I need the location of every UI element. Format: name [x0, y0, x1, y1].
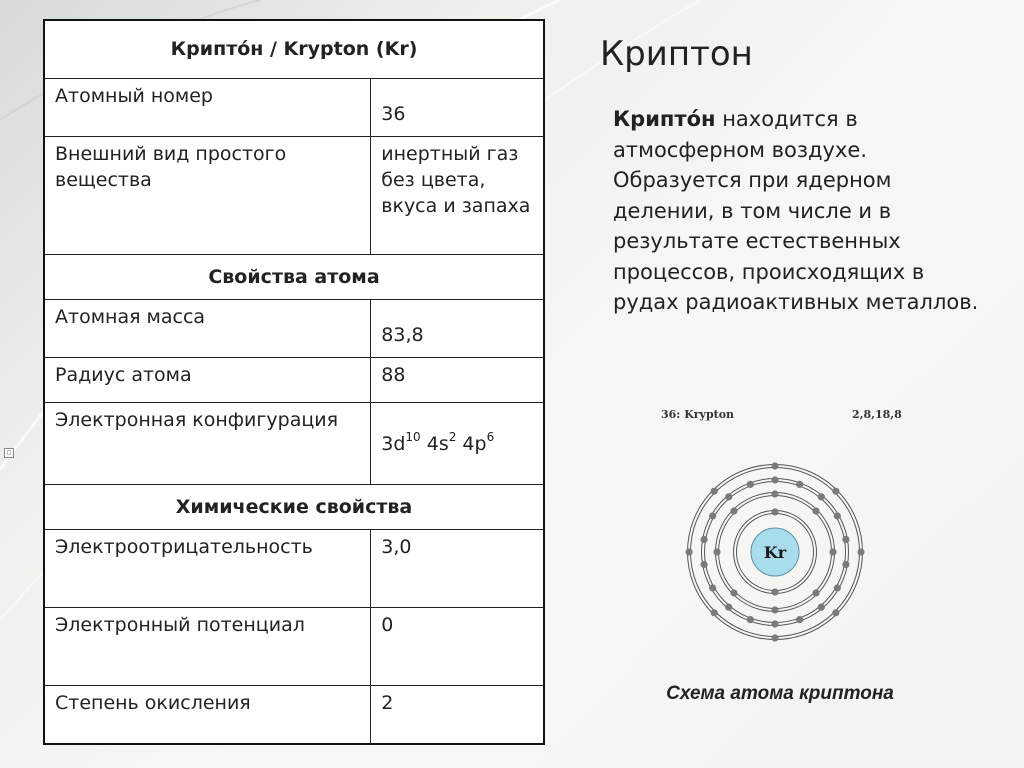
table-header: Крипто́н / Krypton (Kr) [44, 20, 544, 78]
config-sup: 10 [405, 429, 421, 444]
electron [711, 488, 718, 495]
electron [832, 609, 839, 616]
slide-description [613, 104, 993, 318]
electron [730, 589, 737, 596]
electron [709, 512, 716, 519]
electron [796, 616, 803, 623]
row-label-electronegativity: Электроотрицательность [44, 530, 371, 608]
atom-shell-diagram [655, 402, 905, 652]
config-sup: 2 [448, 429, 457, 444]
electron [818, 493, 825, 500]
row-label-electron-potential: Электронный потенциал [44, 608, 371, 686]
electron [832, 488, 839, 495]
description-text: находится в атмосферном воздухе. Образуется при ядерном делении, в том числе и в результате естественных процессов, происходящих в рудах радиоактивных металлов. [613, 107, 979, 314]
electron [796, 481, 803, 488]
row-value-electronegativity: 3,0 [371, 530, 544, 608]
config-sup: 6 [486, 429, 495, 444]
row-value-electron-config [371, 402, 544, 484]
electron [725, 604, 732, 611]
description-bold: Крипто́н [613, 107, 716, 131]
electron [713, 548, 720, 555]
row-label-electron-config: Электронная конфигурация [44, 402, 371, 484]
electron [834, 584, 841, 591]
atom-diagram-caption: Схема атома криптона [666, 683, 894, 704]
config-part: 4p [456, 432, 487, 455]
electron [812, 507, 819, 514]
slide-marker-icon: ◻ [4, 448, 14, 458]
electron [700, 536, 707, 543]
electron [771, 476, 778, 483]
row-value-appearance: инертный газ без цвета, вкуса и запаха [371, 136, 544, 254]
electron [834, 512, 841, 519]
row-label-appearance: Внешний вид простого вещества [44, 136, 371, 254]
row-value-atomic-number: 36 [371, 78, 544, 136]
krypton-properties-table [43, 19, 545, 745]
electron [857, 548, 864, 555]
electron [711, 609, 718, 616]
row-label-atomic-mass: Атомная масса [44, 299, 371, 357]
config-part: 3d [381, 432, 406, 455]
row-value-atomic-mass: 83,8 [371, 299, 544, 357]
row-value-oxidation-state: 2 [371, 686, 544, 744]
electron [771, 634, 778, 641]
row-label-atomic-number: Атомный номер [44, 78, 371, 136]
row-label-oxidation-state: Степень окисления [44, 686, 371, 744]
electron [771, 462, 778, 469]
electron [747, 481, 754, 488]
section-header-atom: Свойства атома [44, 254, 544, 299]
atom-diagram-element-label: 36: Krypton [661, 408, 735, 421]
electron [771, 606, 778, 613]
electron [771, 508, 778, 515]
electron [842, 561, 849, 568]
electron [818, 604, 825, 611]
slide-title: Криптон [600, 34, 753, 74]
electron [829, 548, 836, 555]
electron [700, 561, 707, 568]
electron [771, 490, 778, 497]
atom-diagram-shell-config: 2,8,18,8 [852, 408, 902, 421]
row-value-atomic-radius: 88 [371, 357, 544, 402]
row-label-atomic-radius: Радиус атома [44, 357, 371, 402]
electron [771, 588, 778, 595]
electron [730, 507, 737, 514]
electron [842, 536, 849, 543]
electron [812, 589, 819, 596]
electron [747, 616, 754, 623]
electron [685, 548, 692, 555]
config-part: 4s [420, 432, 449, 455]
section-header-chemical: Химические свойства [44, 485, 544, 530]
electron [725, 493, 732, 500]
nucleus-label: Kr [763, 543, 787, 562]
electron [709, 584, 716, 591]
electron [771, 620, 778, 627]
row-value-electron-potential: 0 [371, 608, 544, 686]
